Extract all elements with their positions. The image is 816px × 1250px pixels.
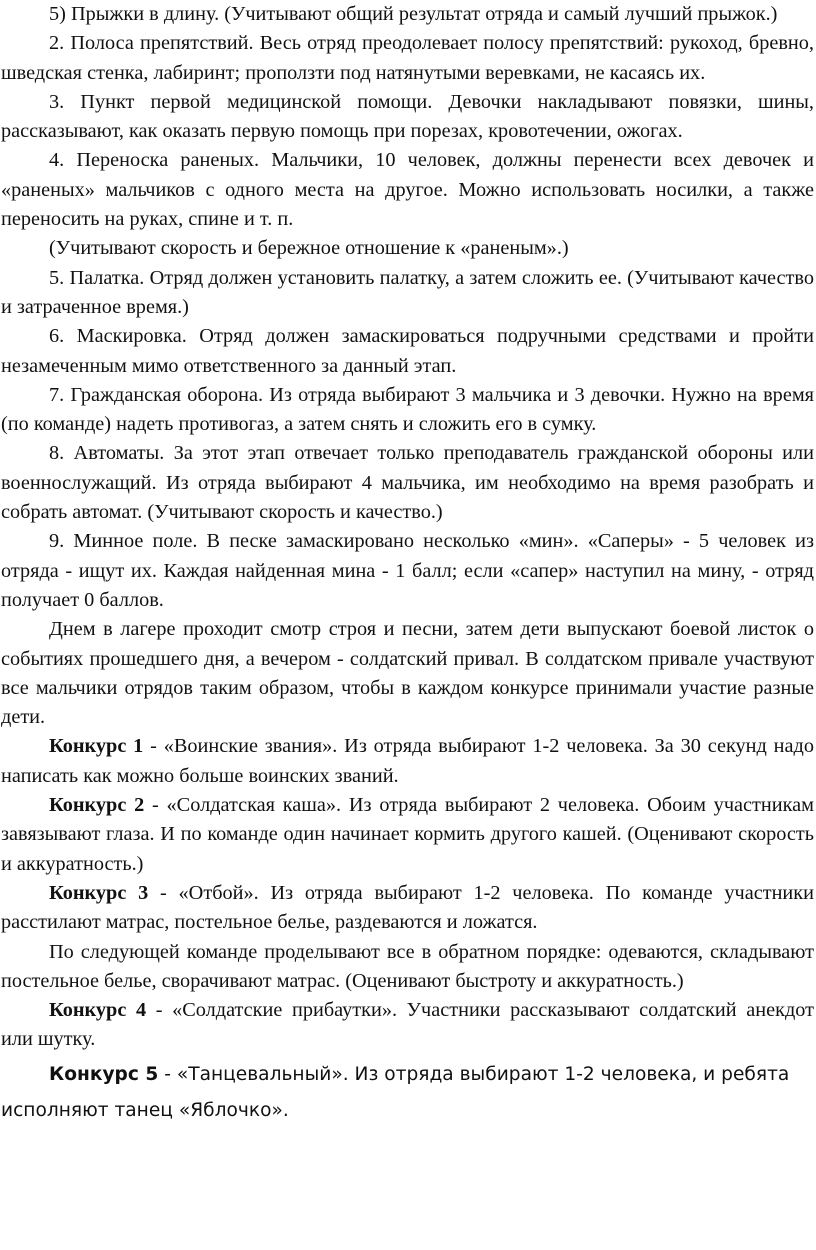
contest-label: Конкурс 1 <box>49 735 144 758</box>
paragraph-camouflage <box>1 322 814 381</box>
paragraph-long-jump <box>1 0 814 29</box>
paragraph-text: 3. Пункт первой медицинской помощи. Девочки накладывают повязки, шины, рассказывают, как оказать первую помощь при порезах, кровотечении, ожогах. <box>1 90 814 143</box>
paragraph-contest-3-continued <box>1 938 814 997</box>
paragraph-text: - «Солдатская каша». Из отряда выбирают 2 человека. Обоим участникам завязывают глаза. И по команде один начинает кормить другого кашей. (Оценивают скорость и аккуратность.) <box>1 794 814 875</box>
contest-label: Конкурс 2 <box>49 794 145 817</box>
paragraph-tent <box>1 264 814 323</box>
contest-label: Конкурс 4 <box>49 999 147 1022</box>
paragraph-obstacle-course <box>1 29 814 88</box>
paragraph-text: 2. Полоса препятствий. Весь отряд преодолевает полосу препятствий: рукоход, бревно, шведская стенка, лабиринт; проползти под натянутыми веревками, не касаясь их. <box>1 32 814 84</box>
paragraph-carrying-wounded <box>1 146 814 234</box>
paragraph-contest-3 <box>1 879 814 938</box>
paragraph-text: - «Солдатские прибаутки». Участники рассказывают солдатский анекдот или шутку. <box>1 999 814 1051</box>
paragraph-rifles <box>1 439 814 527</box>
paragraph-civil-defense <box>1 381 814 440</box>
paragraph-text: 5) Прыжки в длину. (Учитывают общий результат отряда и самый лучший прыжок.) <box>49 3 778 25</box>
paragraph-carrying-note <box>1 234 814 263</box>
paragraph-contest-5 <box>1 1057 814 1129</box>
paragraph-text: 7. Гражданская оборона. Из отряда выбирают 3 мальчика и 3 девочки. Нужно на время (по команде) надеть противогаз, а затем снять и сложить его в сумку. <box>1 383 814 436</box>
paragraph-text: - «Танцевальный». Из отряда выбирают 1-2 человека, и ребята исполняют танец «Яблочко». <box>1 1063 790 1121</box>
paragraph-text: 8. Автоматы. За этот этап отвечает только преподаватель гражданской обороны или военнослужащий. Из отряда выбирают 4 мальчика, им необходимо на время разобрать и собрать автомат. (Учитывают скорость и качество.) <box>1 442 814 524</box>
paragraph-text: 9. Минное поле. В песке замаскировано несколько «мин». «Саперы» - 5 человек из отряда - ищут их. Каждая найденная мина - 1 балл; если «сапер» наступил на мину, - отряд получает 0 баллов. <box>1 530 814 611</box>
contest-label: Конкурс 5 <box>49 1063 159 1085</box>
paragraph-text: - «Отбой». Из отряда выбирают 1-2 человека. По команде участники расстилают матрас, постельное белье, раздеваются и ложатся. <box>1 881 814 934</box>
paragraph-minefield <box>1 527 814 615</box>
contest-label: Конкурс 3 <box>49 881 149 904</box>
paragraph-text: 4. Переноска раненых. Мальчики, 10 человек, должны перенести всех девочек и «раненых» мальчиков с одного места на другое. Можно использовать носилки, а также переносить на руках, спине и т. п. <box>1 149 814 231</box>
paragraph-text: 6. Маскировка. Отряд должен замаскироваться подручными средствами и пройти незамеченным мимо ответственного за данный этап. <box>1 325 814 377</box>
paragraph-text: 5. Палатка. Отряд должен установить палатку, а затем сложить ее. (Учитывают качество и затраченное время.) <box>1 266 814 318</box>
paragraph-text: По следующей команде проделывают все в обратном порядке: одеваются, складывают постельное белье, сворачивают матрас. (Оценивают быстроту и аккуратность.) <box>1 940 814 992</box>
paragraph-first-aid <box>1 88 814 147</box>
paragraph-contest-4 <box>1 996 814 1055</box>
paragraph-contest-1 <box>1 732 814 791</box>
paragraph-contest-2 <box>1 791 814 879</box>
paragraph-text: (Учитывают скорость и бережное отношение к «раненым».) <box>49 237 569 260</box>
paragraph-text: Днем в лагере проходит смотр строя и песни, затем дети выпускают боевой листок о событиях прошедшего дня, а вечером - солдатский привал. В солдатском привале участвуют все мальчики отрядов таким образом, чтобы в каждом конкурсе принимали участие разные дети. <box>1 618 814 729</box>
paragraph-text: - «Воинские звания». Из отряда выбирают 1-2 человека. За 30 секунд надо написать как можно больше воинских званий. <box>1 735 814 787</box>
paragraph-day-program <box>1 615 814 732</box>
